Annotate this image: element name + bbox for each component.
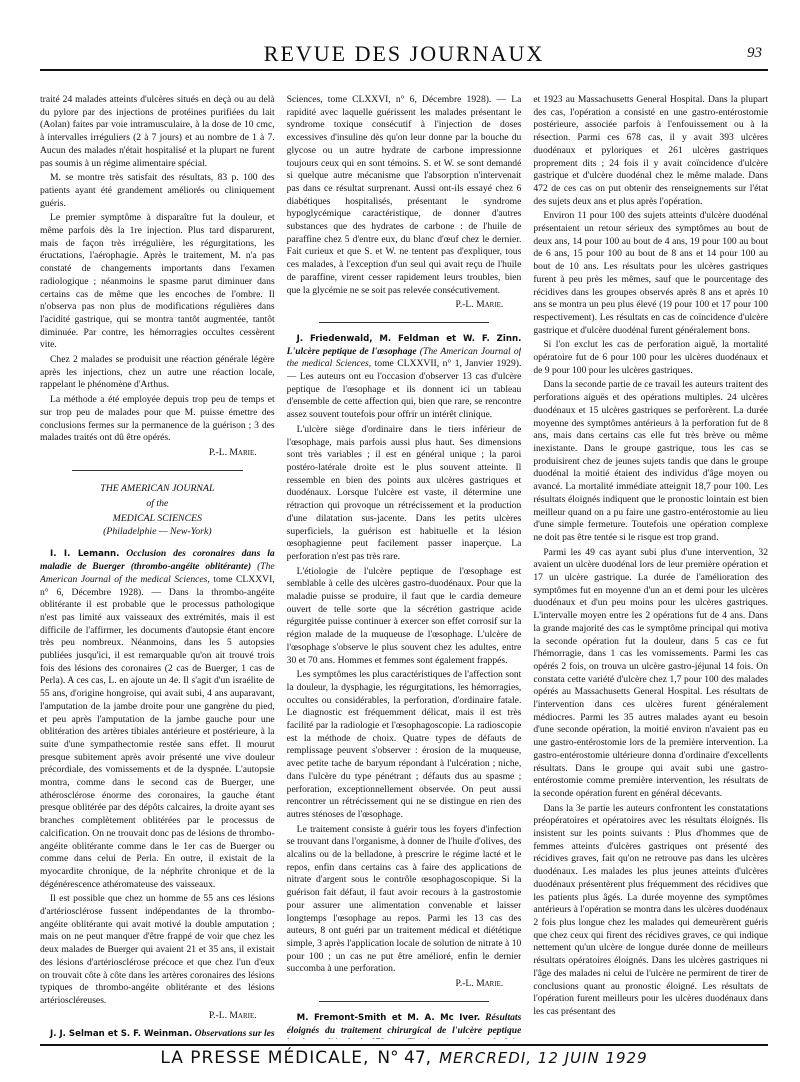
article-source: (The American Journal of the medical Sciences,: [286, 345, 522, 370]
paragraph: Il est possible que chez un homme de 55 ans ces lésions d'artériosclérose fussent indépendantes de la thrombo-angéite oblitérante qui avait motivé la double amputation ; mais on ne peut manquer d'être frappé de voir que chez les deux malades de Buerger qui avaient 21 et 35 ans, il existait des lésions d'artériosclérose précoce et que chez l'un d'eux on trouvait côte à côte dans les artères coronaires des lésions typiques de thrombo-angéite oblitérante et des lésions artérioscléreuses.: [40, 893, 275, 1006]
article-authors: J. Friedenwald, M. Feldman et W. F. Zinn.: [296, 333, 522, 344]
article-body: tome CLXXVII, n° 1, Janvier 1929). — Les auteurs ont eu l'occasion d'observer 13 cas d'ulcère peptique de l'œsophage et ils donnent ici un tableau d'ensemble de cette affection qui, bien que rare, se rencontre assez souvent toutefois pour offrir un intérêt clinique.: [286, 358, 522, 421]
section-title-line: MEDICAL SCIENCES: [112, 512, 203, 524]
paragraph: La méthode a été employée depuis trop peu de temps et sur trop peu de malades pour que M. puisse émettre des conclusions fermes sur la permanence de la guérison ; 3 des malades traités ont dû être opérés.: [40, 394, 275, 444]
article-heading: [40, 1028, 275, 1039]
article-heading: [287, 1012, 522, 1039]
column-3: [533, 94, 768, 1039]
paragraph: Le premier symptôme à disparaître fut la douleur, et même parfois dès la 1re injection. Plus tard disparurent, mais de façon très irrégulière, les régurgitations, les éructations, l'aérophagie. Après le traitement, M. n'a pas constaté de changements importants dans l'examen radiologique ; néanmoins le spasme parut diminuer dans certains cas de même que les encoches de l'ombre. Il n'observa pas non plus de modifications régulières dans l'acidité gastrique, qui se montra tantôt augmentée, tantôt diminuée. Par contre, les hémorragies occultes cessèrent vite.: [40, 212, 275, 351]
paragraph: M. se montre très satisfait des résultats, 83 p. 100 des patients ayant été grandement améliorés ou cliniquement guéris.: [40, 172, 275, 209]
signature: P.-L. Marie.: [208, 1009, 257, 1021]
issue-date: MERCREDI, 12 JUIN 1929: [439, 1049, 648, 1067]
divider: [319, 1001, 490, 1002]
section-subtitle: (Philadelphie — New-York): [103, 525, 212, 537]
article-heading: [40, 548, 275, 891]
paragraph: Environ 11 pour 100 des sujets atteints d'ulcère duodénal présentaient un retour sérieux des symptômes au bout de deux ans, 14 pour 100 au bout de 4 ans, 19 pour 100 au bout de 6 ans, 15 pour 100 au bout de 8 ans et 14 pour 100 au bout de 10 ans. Les résultats pour les ulcères gastriques furent à peu près les mêmes, sauf que le pourcentage des récidives dans les groupes observés après 8 ans et après 10 ans se montra un peu plus élevé (19 pour 100 et 17 pour 100 respectivement). Les résultats en cas de coïncidence d'ulcère gastrique et d'ulcère duodénal furent généralement bons.: [533, 210, 768, 336]
paragraph: Chez 2 malades se produisit une réaction générale légère après les injections, chez un autre une réaction locale, rappelant le phénomène d'Arthus.: [40, 354, 275, 391]
article-title: L'ulcère peptique de l'œsophage: [286, 345, 417, 357]
article-heading: [287, 333, 522, 422]
paragraph: Dans la seconde partie de ce travail les auteurs traitent des perforations aiguës et des opérations multiples. 24 ulcères duodénaux et 15 ulcères gastriques se perforèrent. La durée moyenne des symptômes antérieurs à la perforation fut de 8 ans, mais dans certains cas elle fut très brève ou même inexistante. Dans le groupe gastrique, tous les cas se produisirent chez de jeunes sujets tandis que dans le groupe duodénal la moitié étaient des individus d'âge moyen ou avancé. La mortalité immédiate atteignit 18,7 pour 100. Les résultats éloignés indiquent que le pronostic lointain est bien meilleur quand on a pu faire une gastro-entérostomie au lieu d'une simple fermeture. Toutefois une opération complexe ne doit pas être tentée si le risque est trop grand.: [533, 379, 768, 543]
section-title-line: THE AMERICAN JOURNAL: [100, 482, 215, 494]
paragraph: Parmi les 49 cas ayant subi plus d'une intervention, 32 avaient un ulcère duodénal lors de leur première opération et 17 un ulcère gastrique. La durée de l'amélioration des symptômes fut en moyenne d'un an et demi pour les ulcères duodénaux et d'un peu moins pour les ulcères gastriques. L'intervalle moyen entre les 2 opérations fut de 4 ans. Dans la grande majorité des cas le symptôme principal qui motiva la seconde opération fut la douleur, dans 5 cas ce fut l'hémorragie, dans 1 cas les vomissements. Parmi les cas opérés 2 fois, on trouva un ulcère gastro-jéjunal 14 fois. On constata cette variété d'ulcère chez 1,7 pour 100 des malades opérés au Massachusetts General Hospital. Les résultats de l'intervention dans ces ulcères furent généralement médiocres. Parmi les 35 autres malades ayant eu besoin d'une seconde opération, la moitié environ n'avaient pas eu une gastro-entérostomie lors de la première intervention. La gastro-entérostomie ultérieure donna d'ordinaire d'excellents résultats. Dans le groupe qui avait subi une gastro-entérostomie comme première intervention, les résultats de la seconde opération furent en général décevants.: [533, 546, 768, 799]
article-title: Résultats éloignés du traitement chirurgical de l'ulcère peptique: [286, 1011, 522, 1036]
issue-number: N° 47,: [377, 1048, 432, 1068]
page-footer: [40, 1044, 768, 1070]
journal-title: REVUE DES JOURNAUX: [263, 41, 545, 66]
column-1: [40, 94, 275, 1039]
article-authors: M. Fremont-Smith et M. A. Mc Iver.: [296, 1012, 481, 1023]
paragraph: Le traitement consiste à guérir tous les foyers d'infection se trouvant dans l'organisme, à donner de l'huile d'olives, des alcalins ou de la belladone, à prescrire le régime lacté et le repos, enfin dans certains cas à faire des applications de nitrate d'argent sous le contrôle œsophagoscopique. Si la guérison fait défaut, il faut avoir recours à la gastrostomie pour assurer une alimentation convenable et laisser longtemps l'œsophage au repos. Parmi les 13 cas des auteurs, 8 ont guéri par un traitement médical et diététique simple, 3 après l'application locale de solution de nitrate à 10 pour 100 ; un cas ne put être amélioré, enfin le dernier succomba à une perforation.: [286, 823, 522, 975]
paragraph: L'ulcère siège d'ordinaire dans le tiers inférieur de l'œsophage, mais parfois aussi plus haut. Ses dimensions sont très variables ; il est en général unique ; la paroi postéro-latérale droite est le plus souvent atteinte. Il ressemble en bien des points aux ulcères gastriques et duodénaux. Lorsque l'ulcère est vaste, il détermine une rétraction qui provoque un rétrécissement et la production d'une dilatation sus-jacente. Dans les petits ulcères superficiels, la guérison est habituelle et la lésion œsophagienne peut facilement passer inaperçue. La perforation n'est pas très rare.: [286, 423, 522, 562]
signature: P.-L. Marie.: [455, 978, 504, 990]
article-source: (The American Journal of the medical Sciences,: [40, 561, 275, 585]
page-header: [40, 41, 768, 71]
article-title: Observations sur les: [194, 1028, 275, 1039]
paragraph: Si l'on exclut les cas de perforation aiguë, la mortalité opératoire fut de 6 pour 100 pour les ulcères duodénaux et de 9 pour 100 pour les ulcères gastriques.: [533, 339, 768, 376]
article-authors: I. I. Lemann.: [50, 549, 120, 560]
article-authors: J. J. Selman et S. F. Weinman.: [50, 1029, 193, 1039]
signature: P.-L. Marie.: [455, 299, 504, 311]
paragraph: Dans la 3e partie les auteurs confrontent les constatations préopératoires et opératoires avec les résultats éloignés. Ils insistent sur les points suivants : Plus d'hommes que de femmes atteints d'ulcères gastriques ont présenté des récidives graves, fait qu'on ne retrouve pas dans les ulcères duodénaux. Les malades les plus jeunes atteints d'ulcères duodénaux présentèrent plus fréquemment des récidives que les patients plus âgés. La durée moyenne des symptômes antérieurs à l'opération se montra dans les ulcères duodénaux 2 fois plus longue chez les malades qui demeurèrent guéris que chez ceux qui firent des récidives graves, ce qui indique nettement qu'un ulcère de longue durée donne de meilleurs résultats opératoires éloignés. Dans les ulcères gastriques ni l'âge des malades ni celui de l'ulcère ne permirent de tirer de conclusions quant au pronostic éloigné. Les résultats de l'opération furent meilleurs pour les ulcères duodénaux dans les cas présentant des: [533, 802, 768, 1017]
paragraph: Sciences, tome CLXXVI, n° 6, Décembre 1928). — La rapidité avec laquelle guérissent les malades présentant le syndrome toxique consécutif à l'injection de doses excessives d'insuline dès qu'on leur donne par la bouche du glycose ou un autre hydrate de carbone impressionne toujours ceux qui en sont témoins. S. et W. se sont demandé si quelque autre mécanisme que l'absorption n'intervenait pas dans ce résultat surprenant. Aussi ont-ils essayé chez 6 diabétiques hospitalisés, présentant le syndrome hypoglycémique caractéristique, de donner d'autres substances que des hydrates de carbone : de l'huile de paraffine chez 5 d'entre eux, du blanc d'œuf chez le dernier. Fait curieux et que S. et W. ne tentent pas d'expliquer, tous ces malades, à l'exception d'un seul qui avait reçu de l'huile de paraffine, virent cesser rapidement leurs troubles, bien que la glycémie ne se soit pas relevée consécutivement.: [286, 94, 522, 296]
signature: P.-L. Marie.: [208, 446, 257, 458]
paragraph: Les symptômes les plus caractéristiques de l'affection sont la douleur, la dysphagie, les régurgitations, les hémorragies, occultes ou considérables, la perforation, d'ordinaire fatale. Le diagnostic est fréquemment délicat, mais il est très facilité par la radiologie et l'œsophagoscopie. La radioscopie est la méthode de choix. Quatre types de défauts de remplissage peuvent s'observer : érosion de la muqueuse, avec petite tache de baryum répondant à l'ulcération ; niche, dans l'ulcère du type pénétrant ; défauts dus au spasme ; perforation, exceptionnellement observée. On peut aussi rencontrer un rétrécissement qui ne se distingue en rien des autres sténoses de l'œsophage.: [286, 669, 522, 820]
divider: [72, 470, 243, 471]
page-number: 93: [747, 45, 762, 61]
article-body: tome CLXXVI, n° 6, Décembre 1928). — Dans la thrombo-angéite oblitérante il est probable que le processus pathologique n'est pas limité aux vaisseaux des extrémités, mais il est difficile de l'affirmer, les documents d'autopsie étant encore très peu nombreux. Néanmoins, dans les 5 autopsies publiées jusqu'ici, il est remarquable qu'on ait trouvé trois fois des lésions des coronaires (2 cas de Buerger, 1 cas de Perla). A ces cas, L. en ajoute un 4e. Il s'agit d'un israélite de 55 ans, d'origine hongroise, qui avait subi, 4 ans auparavant, l'amputation de la jambe droite pour une gangrène du pied, et peu après l'amputation de la jambe gauche pour une oblitération des artères tibiales antérieure et postérieure, à la suite d'une sympathectomie restée sans effet. Il mourut presque subitement après avoir présenté une vive douleur précordiale, des vomissements et de la dyspnée. L'autopsie montra, comme dans le second cas de Buerger, une athérosclérose énorme des coronaires, la gauche étant presque oblitérée par des dépôts calcaires, la droite ayant ses branches complètement oblitérées par le processus de calcification. On ne trouvait donc pas de lésions de thrombo-angéite oblitérante comme dans le 1er cas de Buerger ou comme dans celui de Perla. En outre, il existait de la myocardite chronique, de la néphrite chronique et de la dégénérescence athéromateuse des vaisseaux.: [40, 573, 275, 890]
article-title: Occlusion des coronaires dans la maladie de Buerger (thrombo-angéite oblitérante): [40, 548, 275, 573]
publication-name: LA PRESSE MÉDICALE,: [160, 1048, 370, 1068]
section-title-line: of the: [146, 497, 169, 509]
article-columns: [40, 94, 768, 1039]
column-2: [287, 94, 522, 1039]
section-title: [40, 481, 275, 526]
divider: [319, 322, 490, 323]
paragraph: et 1923 au Massachusetts General Hospital. Dans la plupart des cas, l'opération a consisté en une gastro-entérostomie postérieure, associée parfois à l'enfouissement ou à la résection. Parmi ces 678 cas, il y avait 393 ulcères duodénaux et pyloriques et 261 ulcères gastriques proprement dits ; 24 fois il y avait coïncidence d'ulcère gastrique et d'ulcère duodénal chez le même malade. Dans 472 de ces cas on put obtenir des renseignements sur l'état des sujets deux ans et plus après l'opération.: [533, 94, 768, 207]
paragraph: L'étiologie de l'ulcère peptique de l'œsophage est semblable à celle des ulcères gastro-duodénaux. Pour que la maladie puisse se produire, il faut que le cardia demeure ouvert de telle sorte que la sécrétion gastrique acide régurgitée puisse continuer à exercer son effet corrosif sur la région malade de la muqueuse de l'œsophage. L'ulcère de l'œsophage s'observe le plus souvent chez les adultes, entre 30 et 70 ans. Hommes et femmes sont également frappés.: [286, 565, 522, 666]
paragraph: traité 24 malades atteints d'ulcères situés en deçà ou au delà du pylore par des injections de protéines purifiées du lait (Aolan) faites par voie intramusculaire, à la dose de 10 cmc, à intervalles irréguliers (2 à 7 jours) et au nombre de 1 à 7. Aucun des malades n'était hospitalisé et la plupart ne furent pas soumis à un régime alimentaire spécial.: [40, 94, 275, 169]
